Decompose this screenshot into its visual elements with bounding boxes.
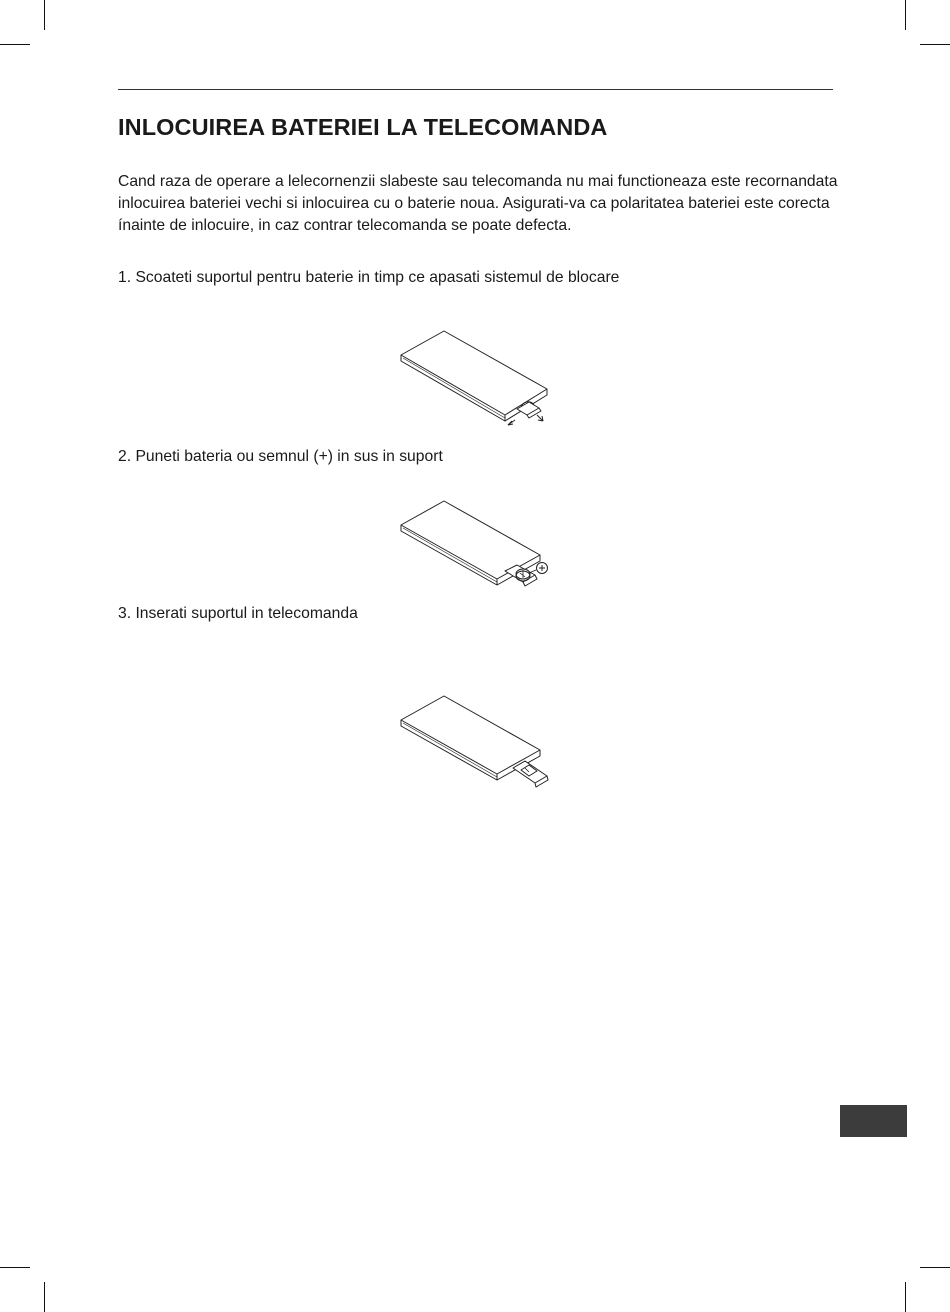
remote-battery-insert-plus-up-illustration [395,495,560,595]
crop-mark-bl-h [0,1267,30,1268]
crop-mark-tr-h [920,44,950,45]
crop-mark-tl-h [0,44,30,45]
intro-paragraph: Cand raza de operare a lelecornenzii slabeste sau telecomanda nu mai functioneaza este recornandata inlocuirea bateriei vechi si inlocuirea cu o baterie noua. Asigurati-va ca polaritatea bateriei este corecta ínainte de inlocuire, in caz contrar telecomanda se poate defecta. [118,173,838,234]
step-1-text: 1. Scoateti suportul pentru baterie in timp ce apasati sistemul de blocare [118,269,620,286]
remote-battery-tray-removal-illustration [395,325,560,430]
crop-mark-bl-v [44,1282,45,1312]
step-2-text: 2. Puneti bateria ou semnul (+) in sus in suport [118,448,443,465]
page-tab-marker [840,1105,907,1137]
step-3-text: 3. Inserati suportul in telecomanda [118,605,358,622]
page-title: INLOCUIREA BATERIEI LA TELECOMANDA [118,114,608,140]
header-rule [118,89,833,90]
crop-mark-br-v [905,1282,906,1312]
remote-battery-tray-insert-illustration [395,690,560,795]
crop-mark-br-h [920,1267,950,1268]
crop-mark-tl-v [44,0,45,30]
crop-mark-tr-v [905,0,906,30]
